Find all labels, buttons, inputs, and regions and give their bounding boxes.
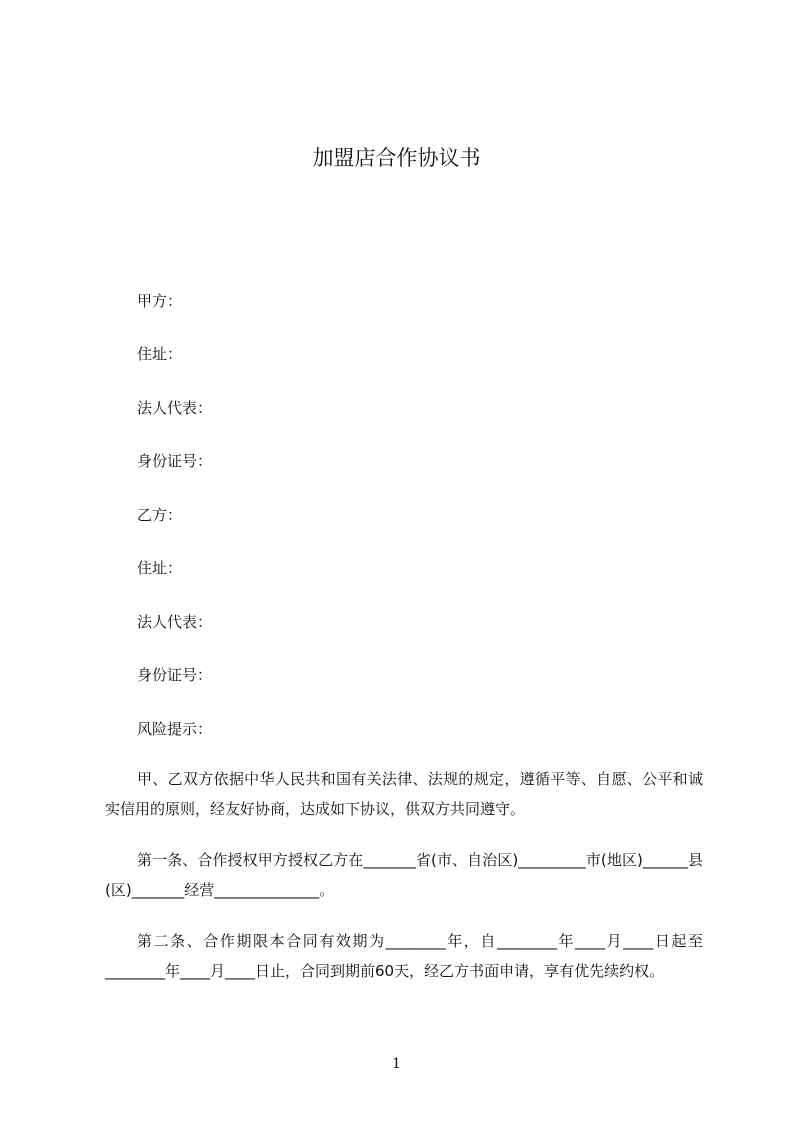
- article-2-paragraph: 第二条、合作期限本合同有效期为________年，自________年____月____日起至________年____月____日止，合同到期前60天，经乙方书面申请，享有优先续约权。: [105, 932, 703, 980]
- party-a-legal-rep-label: 法人代表：: [137, 399, 213, 417]
- party-b-label: 乙方：: [137, 506, 183, 524]
- risk-notice-label: 风险提示：: [137, 720, 213, 738]
- article-1-paragraph: 第一条、合作授权甲方授权乙方在_______省(市、自治区)_________市(地区)______县(区)_______经营______________。: [105, 851, 703, 899]
- party-a-label: 甲方：: [137, 292, 183, 310]
- party-a-id-number-label: 身份证号：: [137, 452, 213, 470]
- page-number: 1: [392, 1056, 401, 1072]
- party-b-legal-rep-label: 法人代表：: [137, 613, 213, 631]
- preamble-paragraph: 甲、乙双方依据中华人民共和国有关法律、法规的规定，遵循平等、自愿、公平和诚实信用的原则，经友好协商，达成如下协议，供双方共同遵守。: [105, 770, 703, 818]
- party-b-address-label: 住址：: [137, 559, 183, 577]
- party-a-address-label: 住址：: [137, 345, 183, 363]
- party-b-id-number-label: 身份证号：: [137, 666, 213, 684]
- document-title: 加盟店合作协议书: [312, 146, 481, 170]
